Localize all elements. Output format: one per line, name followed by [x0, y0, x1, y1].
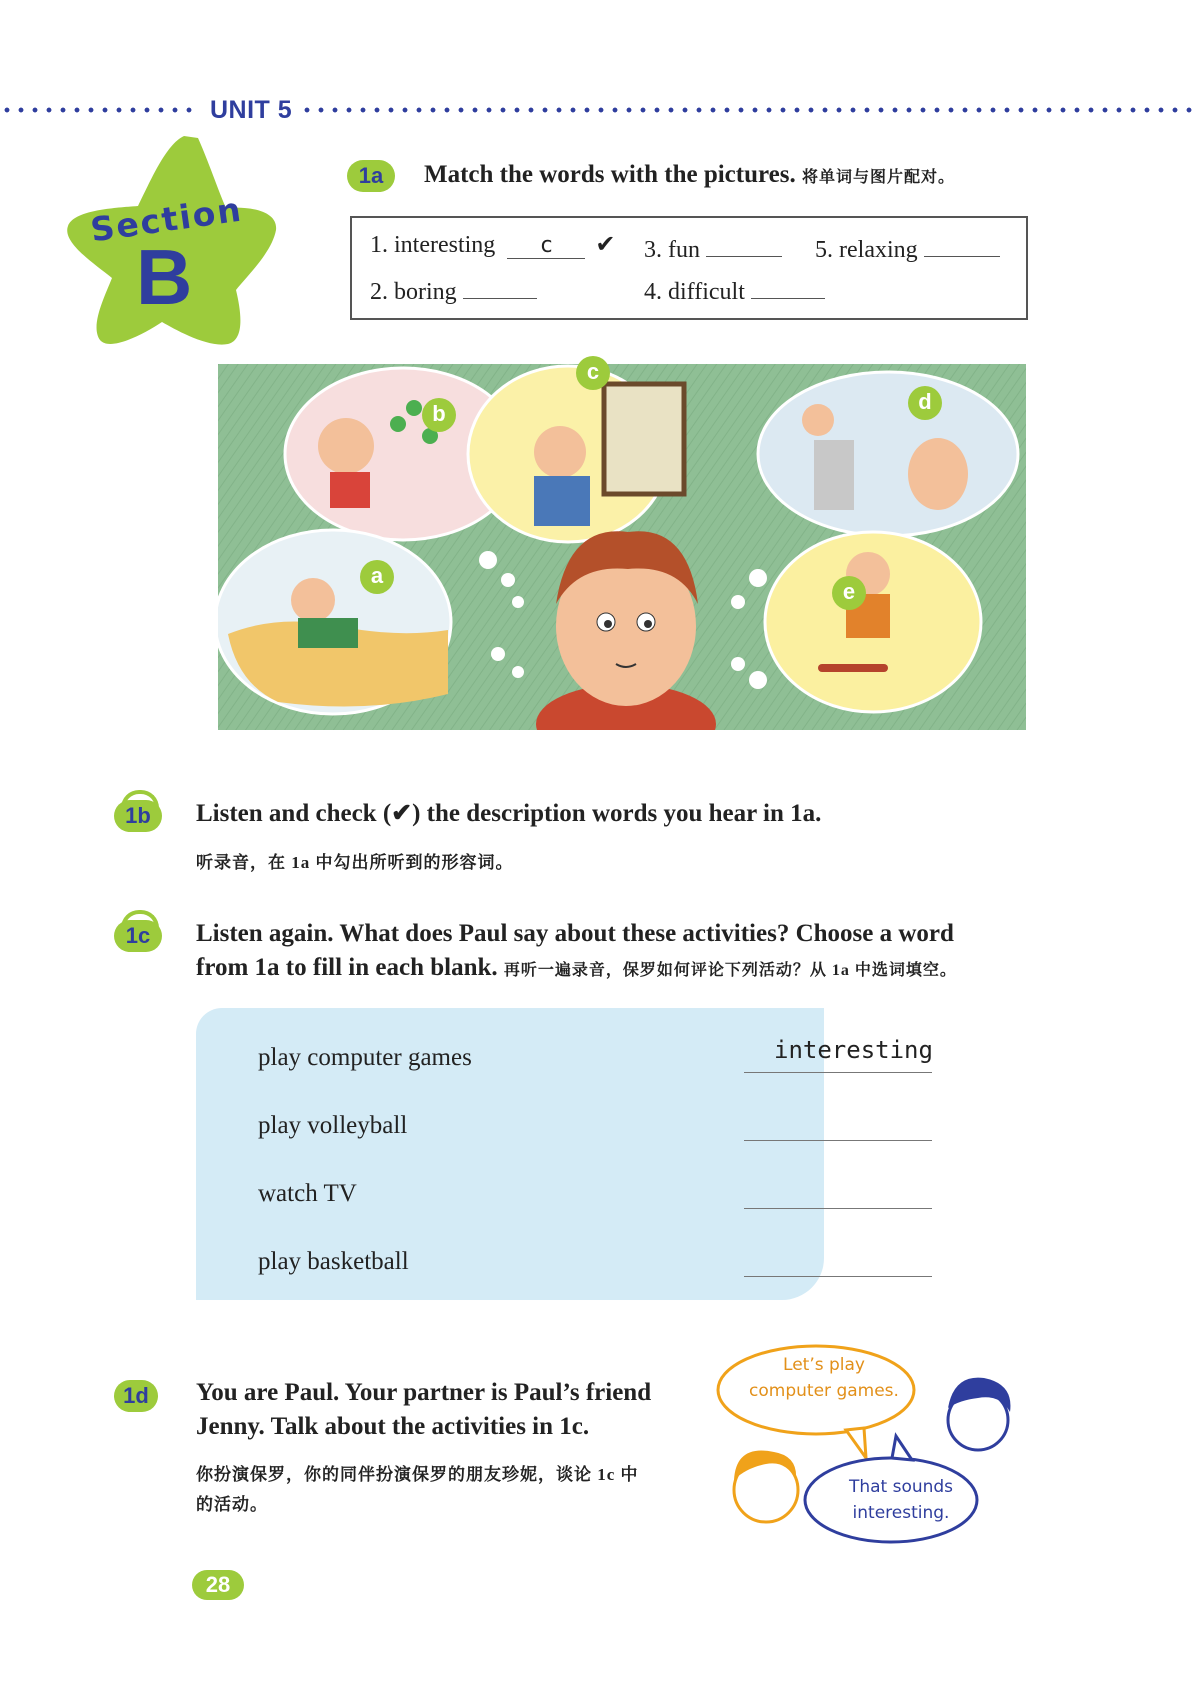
instruction-1d-cn-line1: 你扮演保罗，你的同伴扮演保罗的朋友珍妮，谈论 1c 中: [196, 1465, 639, 1484]
activity-label: watch TV: [258, 1180, 357, 1207]
label-text: c: [586, 359, 600, 384]
instruction-1c-en: from 1a to fill in each blank.: [196, 954, 498, 981]
word-label: 1. interesting: [370, 232, 496, 258]
word-item-relaxing: [815, 230, 1000, 264]
activity-label: play basketball: [258, 1248, 409, 1275]
check-mark-icon: ✔: [595, 232, 616, 258]
word-item-difficult: [644, 272, 825, 306]
badge-1c: 1c: [114, 920, 162, 952]
instruction-1b-cn: 听录音，在 1a 中勾出所听到的形容词。: [196, 853, 514, 872]
answer-blank[interactable]: [507, 232, 585, 259]
bubble-line: That sounds: [848, 1477, 954, 1497]
header-dots-right: [300, 107, 1199, 113]
activity-answer: interesting: [774, 1036, 933, 1064]
unit-title: UNIT 5: [210, 96, 293, 124]
word-label: 2. boring: [370, 279, 457, 305]
instruction-1a: [424, 158, 955, 195]
header-dots-left: [0, 107, 196, 113]
bubble-line: Let’s play: [783, 1355, 865, 1375]
answer-blank[interactable]: [751, 272, 825, 299]
section-letter: B: [136, 233, 193, 321]
word-label: 3. fun: [644, 237, 700, 263]
activity-label: play computer games: [258, 1044, 472, 1071]
instruction-1a-en: Match the words with the pictures.: [424, 161, 796, 188]
speech-bubble-jenny: [726, 1352, 922, 1404]
bubble-line: interesting.: [852, 1503, 950, 1523]
instruction-1a-cn: 将单词与图片配对。: [801, 169, 955, 186]
answer-line[interactable]: [744, 1208, 932, 1209]
word-label: 5. relaxing: [815, 237, 918, 263]
badge-1a: 1a: [347, 160, 395, 192]
instruction-1d-cn-line2: 的活动。: [196, 1495, 268, 1514]
label-text: a: [370, 563, 384, 588]
answer-blank[interactable]: [463, 272, 537, 299]
instruction-1c-cn: 再听一遍录音，保罗如何评论下列活动？从 1a 中选词填空。: [503, 962, 957, 979]
activity-illustration: [218, 364, 1026, 730]
bubble-d: [758, 372, 1018, 536]
picture-label-c: [576, 356, 610, 390]
page-number: 28: [192, 1570, 244, 1600]
instruction-1b: Listen and check (✔) the description words you hear in 1a.: [196, 800, 822, 827]
section-word: Section: [88, 189, 245, 250]
bubble-line: computer games.: [749, 1381, 899, 1401]
answer-line[interactable]: [744, 1140, 932, 1141]
answer-text: c: [539, 233, 553, 258]
word-item-fun: [644, 230, 782, 264]
answer-line[interactable]: [744, 1276, 932, 1277]
badge-1d: 1d: [114, 1380, 158, 1412]
picture-label-e: [832, 576, 866, 610]
instruction-1c-line1: Listen again. What does Paul say about these activities? Choose a word: [196, 920, 954, 947]
badge-1b: 1b: [114, 800, 162, 832]
word-item-interesting: [370, 230, 615, 259]
word-label: 4. difficult: [644, 279, 745, 305]
label-text: e: [842, 579, 856, 604]
picture-label-a: [360, 560, 394, 594]
label-text: d: [918, 389, 932, 414]
word-item-boring: [370, 272, 537, 306]
instruction-1d-line2: Jenny. Talk about the activities in 1c.: [196, 1413, 590, 1440]
picture-label-d: [908, 386, 942, 420]
word-box-1a: [350, 216, 1028, 320]
answer-blank[interactable]: [706, 230, 782, 257]
answer-blank[interactable]: [924, 230, 1000, 257]
answer-line[interactable]: [744, 1072, 932, 1073]
instruction-1c-line2: [196, 951, 957, 988]
activity-label: play volleyball: [258, 1112, 408, 1139]
instruction-1d-line1: You are Paul. Your partner is Paul’s friend: [196, 1379, 652, 1406]
label-text: b: [432, 401, 446, 426]
speech-bubble-paul: [816, 1474, 986, 1526]
activity-table-1c: [196, 1008, 933, 1300]
picture-label-b: [422, 398, 456, 432]
